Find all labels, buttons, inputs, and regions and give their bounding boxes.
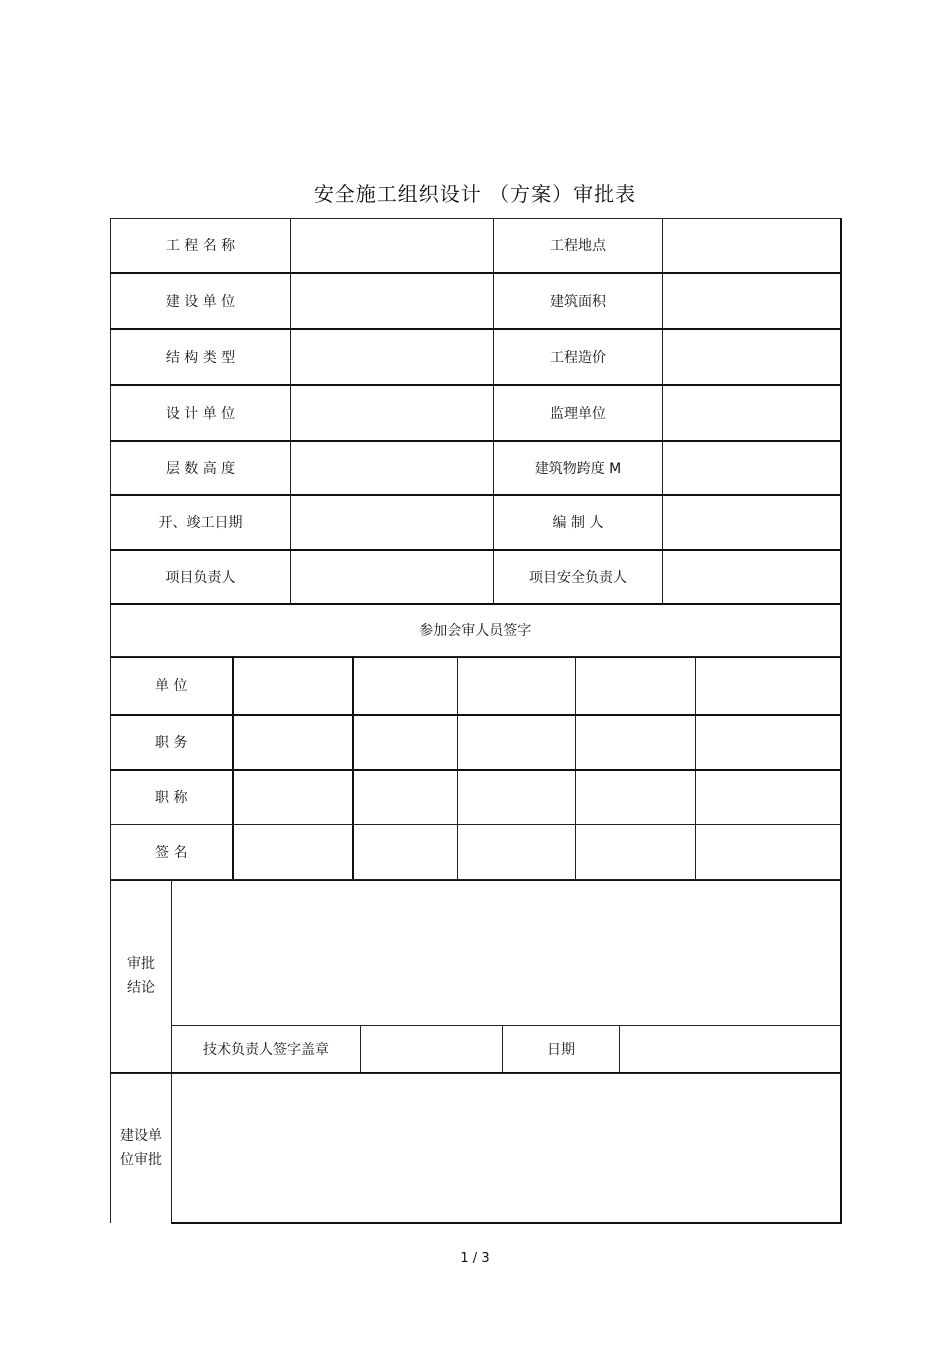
review-label-unit: 单 位: [111, 657, 233, 715]
review-cell[interactable]: [696, 825, 841, 880]
approval-label-line2: 结论: [127, 979, 155, 996]
info-row: [111, 219, 841, 273]
owner-approval-table: [110, 1073, 842, 1224]
tech-signer-value[interactable]: [361, 1026, 503, 1073]
review-cell[interactable]: [353, 657, 458, 715]
review-cell[interactable]: [353, 825, 458, 880]
review-cell[interactable]: [353, 770, 458, 825]
review-cell[interactable]: [233, 825, 353, 880]
label-project-cost: 工程造价: [494, 329, 663, 385]
label-building-area: 建筑面积: [494, 273, 663, 329]
label-project-location: 工程地点: [494, 219, 663, 273]
review-cell[interactable]: [696, 715, 841, 770]
label-start-end-date: 开、竣工日期: [111, 495, 291, 550]
approval-date-value[interactable]: [620, 1026, 841, 1073]
owner-approval-area[interactable]: [172, 1074, 841, 1223]
project-info-table: [110, 218, 842, 658]
value-floors-height[interactable]: [291, 441, 494, 495]
label-design-unit: 设 计 单 位: [111, 385, 291, 441]
review-cell[interactable]: [233, 715, 353, 770]
review-header-row: [111, 604, 841, 657]
value-project-name[interactable]: [291, 219, 494, 273]
approval-date-label: 日期: [503, 1026, 620, 1073]
label-project-manager: 项目负责人: [111, 550, 291, 604]
document-title: 安全施工组织设计 （方案）审批表: [313, 182, 637, 206]
review-row: [111, 715, 841, 770]
approval-conclusion-label: [111, 880, 172, 1073]
value-structure-type[interactable]: [291, 329, 494, 385]
review-label-position: 职 务: [111, 715, 233, 770]
page-number: 1 / 3: [460, 1251, 490, 1266]
review-signature-table: [110, 656, 842, 881]
value-building-span[interactable]: [663, 441, 841, 495]
review-label-title: 职 称: [111, 770, 233, 825]
label-building-span: 建筑物跨度 M: [494, 441, 663, 495]
info-row: [111, 441, 841, 495]
value-design-unit[interactable]: [291, 385, 494, 441]
review-row: [111, 770, 841, 825]
approval-conclusion-table: [110, 879, 842, 1074]
value-project-manager[interactable]: [291, 550, 494, 604]
label-builder: 建 设 单 位: [111, 273, 291, 329]
info-row: [111, 329, 841, 385]
review-cell[interactable]: [576, 770, 696, 825]
review-cell[interactable]: [696, 657, 841, 715]
review-cell[interactable]: [576, 657, 696, 715]
value-building-area[interactable]: [663, 273, 841, 329]
review-cell[interactable]: [576, 715, 696, 770]
value-start-end-date[interactable]: [291, 495, 494, 550]
value-project-cost[interactable]: [663, 329, 841, 385]
label-floors-height: 层 数 高 度: [111, 441, 291, 495]
review-cell[interactable]: [458, 657, 576, 715]
approval-label-line1: 审批: [127, 955, 155, 972]
label-supervision-unit: 监理单位: [494, 385, 663, 441]
label-safety-manager: 项目安全负责人: [494, 550, 663, 604]
value-project-location[interactable]: [663, 219, 841, 273]
owner-label-line1: 建设单: [120, 1128, 162, 1145]
info-row: [111, 495, 841, 550]
review-cell[interactable]: [458, 825, 576, 880]
owner-approval-label: [111, 1074, 172, 1223]
review-cell[interactable]: [458, 770, 576, 825]
label-compiler: 编 制 人: [494, 495, 663, 550]
review-cell[interactable]: [233, 657, 353, 715]
review-header: 参加会审人员签字: [111, 604, 841, 657]
info-row: [111, 273, 841, 329]
tech-signer-label: 技术负责人签字盖章: [172, 1026, 361, 1073]
review-cell[interactable]: [696, 770, 841, 825]
label-structure-type: 结 构 类 型: [111, 329, 291, 385]
label-project-name: 工 程 名 称: [111, 219, 291, 273]
review-cell[interactable]: [233, 770, 353, 825]
info-row: [111, 385, 841, 441]
review-row: [111, 825, 841, 880]
owner-label-line2: 位审批: [120, 1152, 162, 1169]
review-cell[interactable]: [576, 825, 696, 880]
review-label-signature: 签 名: [111, 825, 233, 880]
value-safety-manager[interactable]: [663, 550, 841, 604]
approval-conclusion-area[interactable]: [172, 880, 841, 1026]
review-cell[interactable]: [458, 715, 576, 770]
value-compiler[interactable]: [663, 495, 841, 550]
info-row: [111, 550, 841, 604]
review-row: [111, 657, 841, 715]
value-builder[interactable]: [291, 273, 494, 329]
review-cell[interactable]: [353, 715, 458, 770]
value-supervision-unit[interactable]: [663, 385, 841, 441]
